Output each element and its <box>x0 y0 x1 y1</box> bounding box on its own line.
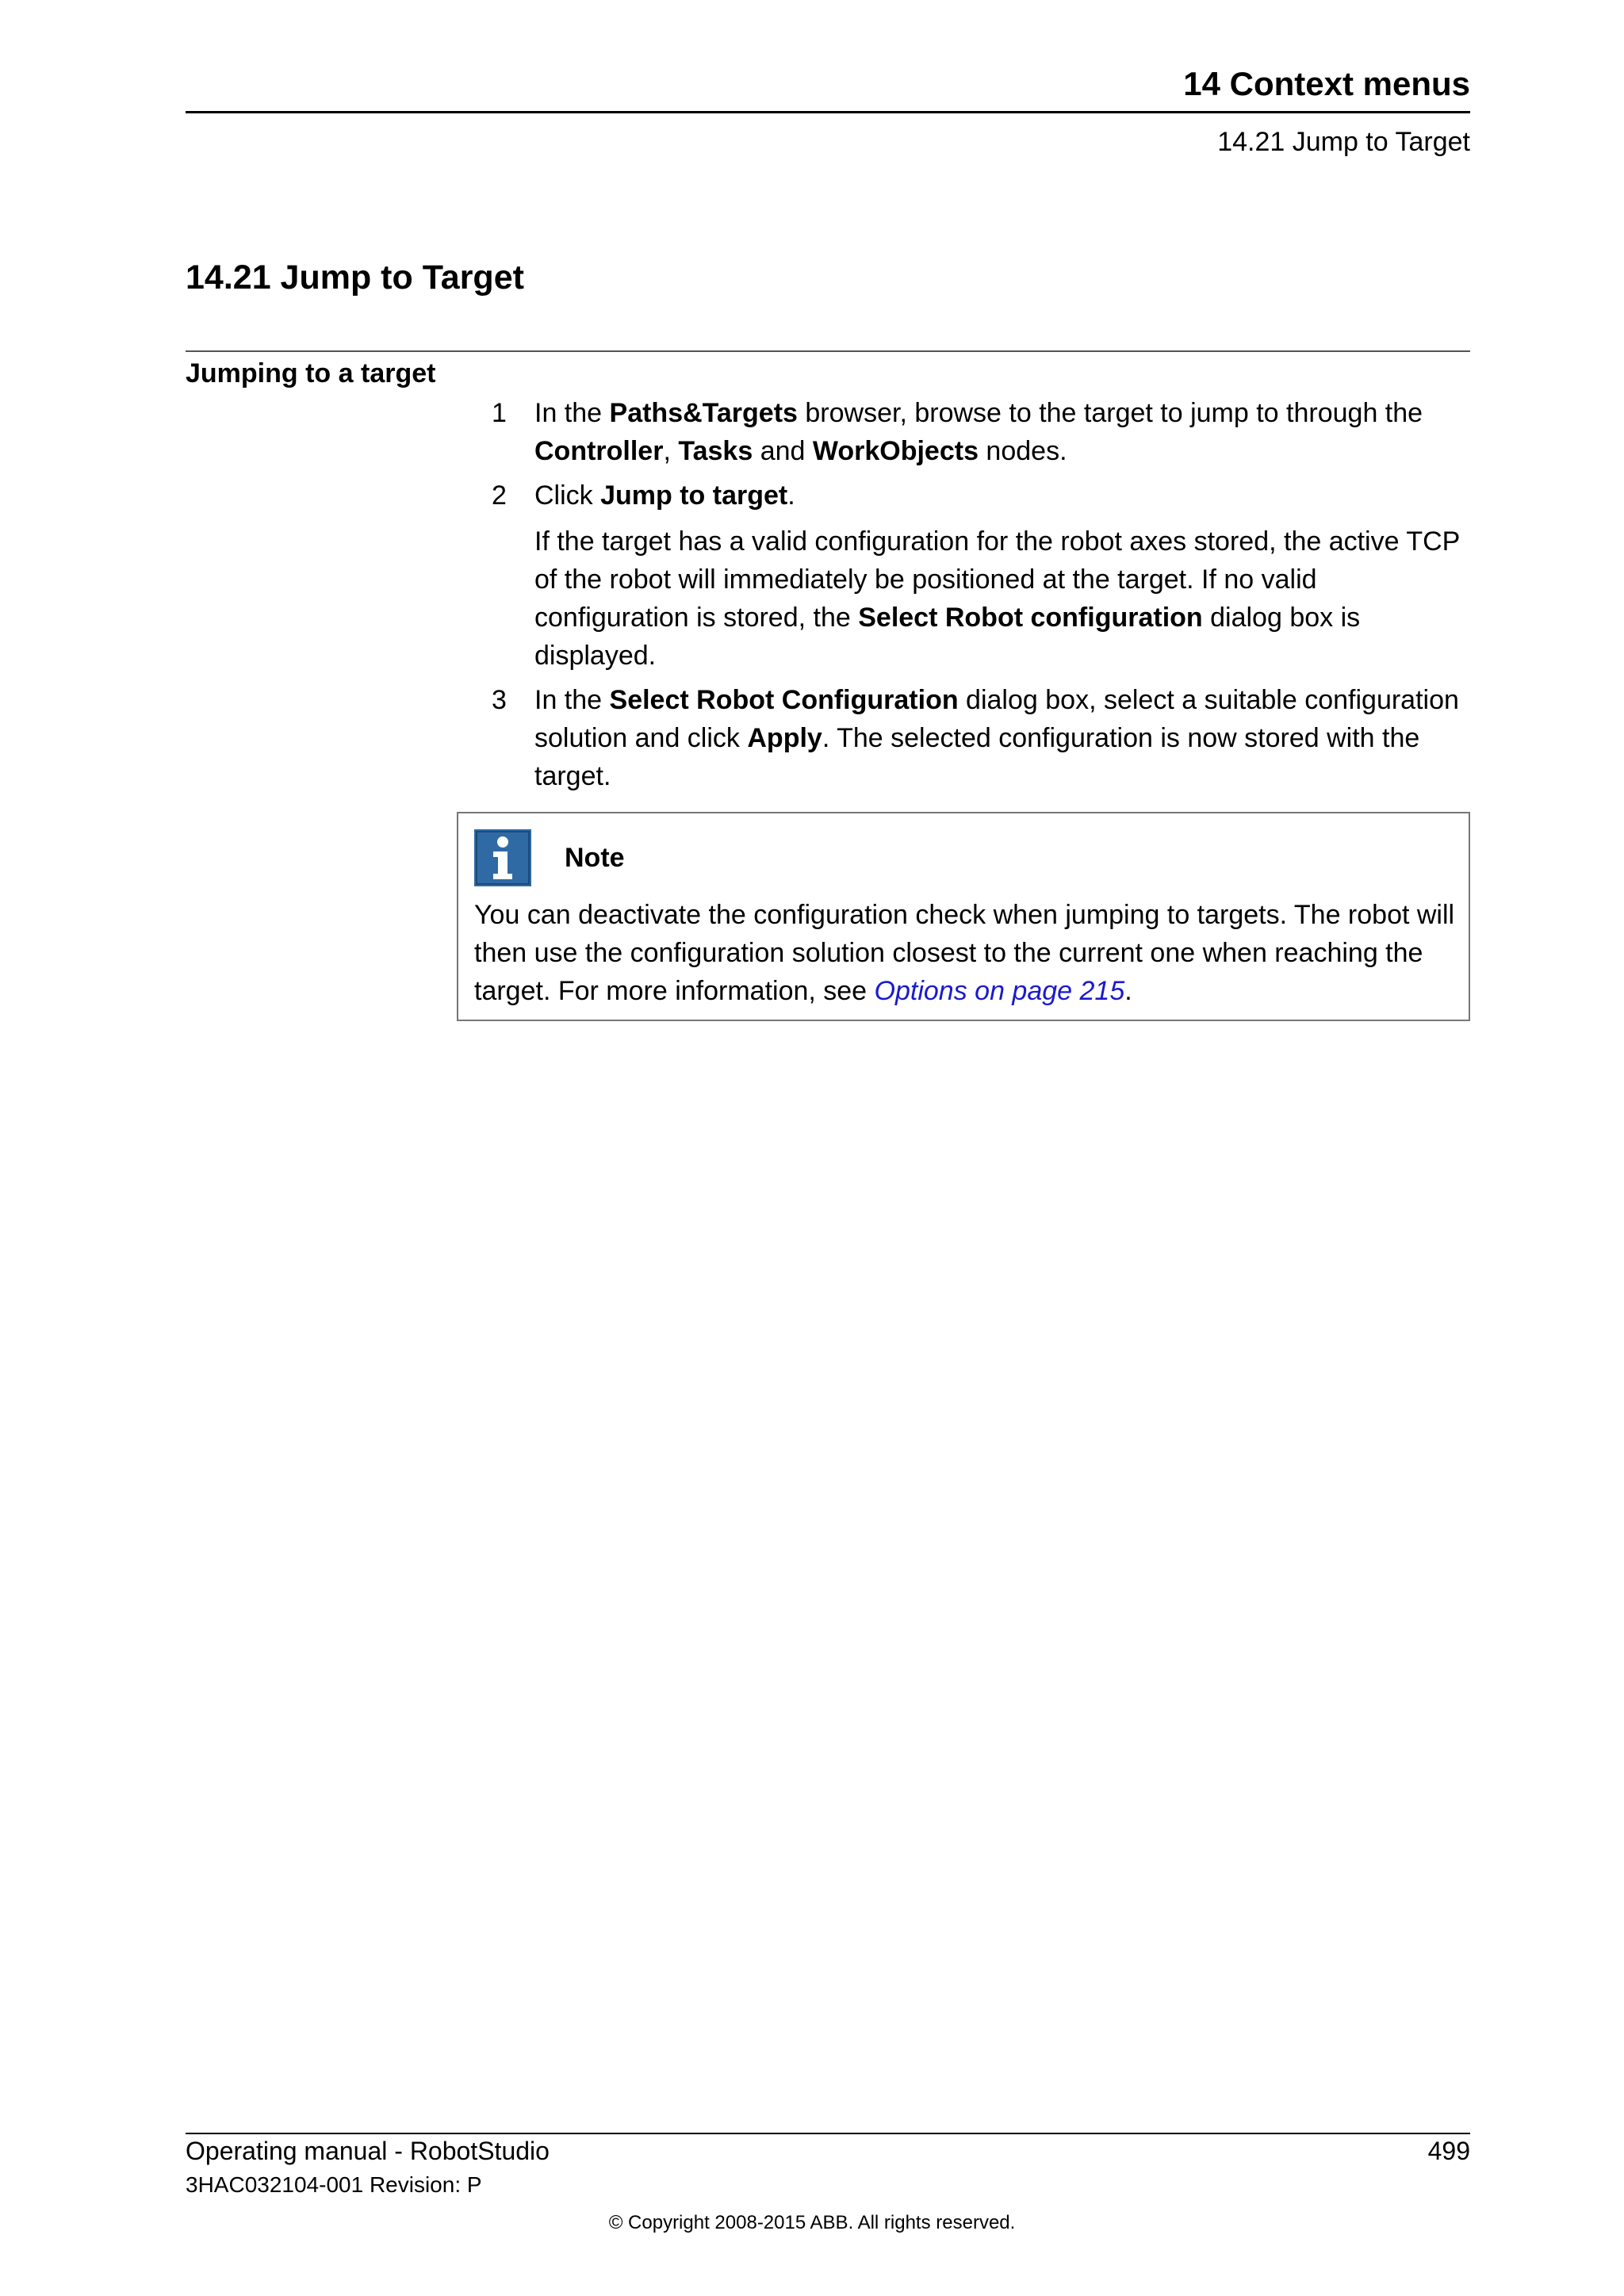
step-text-run: , <box>663 436 679 466</box>
ui-term: Apply <box>747 723 822 753</box>
step-text-run: dialog box, select a suitable configuration solution and click <box>534 685 1459 753</box>
note-box <box>457 812 1470 1021</box>
footer-document-id: 3HAC032104-001 Revision: P <box>186 2172 482 2197</box>
ui-term: Tasks <box>678 436 753 466</box>
footer-manual-title: Operating manual - RobotStudio <box>186 2137 550 2165</box>
note-text-run: You can deactivate the configuration check when jumping to targets. The robot will then use the configuration solution closest to the current one when reaching the target. For more information, see <box>474 900 1455 1006</box>
ui-term: Select Robot configuration <box>858 603 1203 633</box>
step-text-run: In the <box>534 398 610 428</box>
ui-term: Paths&Targets <box>609 398 798 428</box>
page-number: 499 <box>1427 2137 1470 2165</box>
running-header-chapter: 14 Context menus <box>1183 65 1470 102</box>
step-number: 3 <box>492 685 507 715</box>
note-title: Note <box>565 843 625 873</box>
procedure-step-2 <box>487 476 1470 675</box>
procedure-step-1 <box>487 394 1470 470</box>
step-number: 1 <box>492 398 507 428</box>
step-text-run: In the <box>534 685 610 715</box>
ui-term: Controller <box>534 436 664 466</box>
note-text-run: . <box>1124 976 1132 1006</box>
step-text <box>534 476 1470 675</box>
step-text-run: and <box>753 436 813 466</box>
info-icon <box>474 829 531 886</box>
options-page-link[interactable]: Options on page 215 <box>874 976 1125 1006</box>
step-text <box>534 681 1470 795</box>
step-text-run: . <box>787 480 795 511</box>
procedure-step-3 <box>487 681 1470 795</box>
section-title: 14.21 Jump to Target <box>186 258 524 297</box>
side-heading: Jumping to a target <box>186 358 436 388</box>
ui-term: Jump to target <box>600 480 788 511</box>
step-info <box>534 522 1470 675</box>
header-rule <box>186 111 1470 113</box>
footer-rule <box>186 2133 1470 2134</box>
ui-term: WorkObjects <box>812 436 979 466</box>
running-header-section: 14.21 Jump to Target <box>1217 127 1470 157</box>
step-text <box>534 394 1470 470</box>
section-rule <box>186 350 1470 352</box>
note-header <box>474 828 1459 888</box>
step-text-run: browser, browse to the target to jump to through the <box>797 398 1423 428</box>
step-text-run: . The selected configuration is now stored with the target. <box>534 723 1420 791</box>
footer-copyright: © Copyright 2008-2015 ABB. All rights reserved. <box>608 2212 1016 2233</box>
step-text-run: If the target has a valid configuration for the robot axes stored, the active TCP of the robot will immediately be positioned at the target. If no valid configuration is stored, the <box>534 526 1460 633</box>
step-number: 2 <box>492 480 507 511</box>
note-text <box>474 896 1459 1010</box>
step-text-run: Click <box>534 480 601 511</box>
procedure-list <box>487 394 1470 802</box>
ui-term: Select Robot Configuration <box>609 685 959 715</box>
step-text-run: nodes. <box>978 436 1067 466</box>
step-text-run: dialog box is displayed. <box>534 603 1361 671</box>
